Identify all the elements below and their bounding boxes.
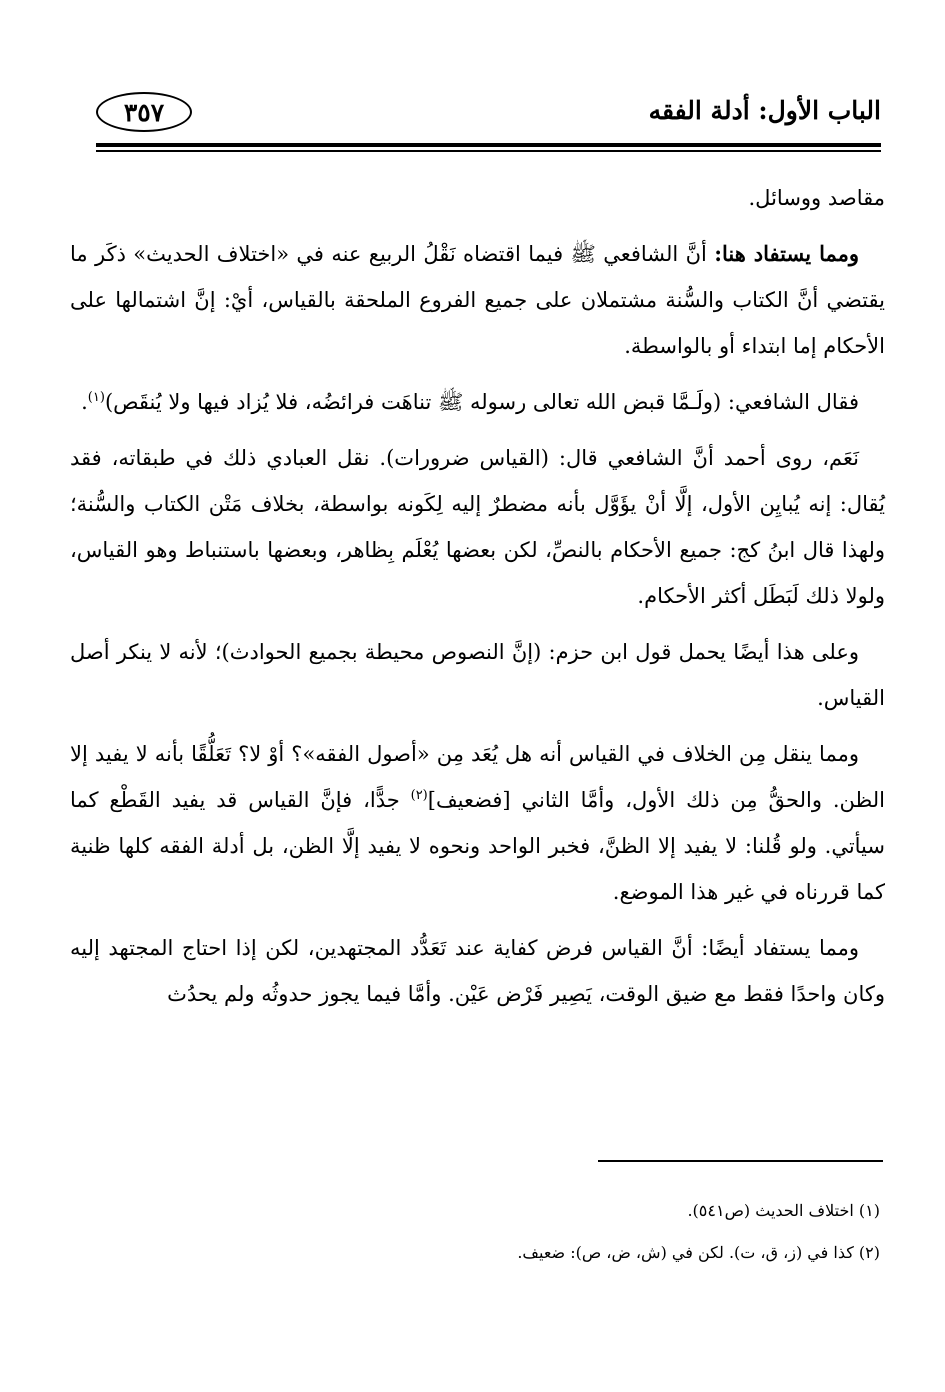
paragraph-text: . [81, 390, 88, 414]
body-text [70, 175, 885, 1027]
paragraph-text: ومما يستفاد أيضًا: أنَّ القياس فرض كفاية عند تَعَدُّد المجتهدين، لكن إذا احتاج المجتهد إليه وكان واحدًا فقط مع ضيق الوقت، يَصِير فَرْض عَيْن. وأمَّا فيما يجوز حدوثُه ولم يحدُث [70, 936, 885, 1006]
footnote-ref-1[interactable]: (١) [87, 390, 105, 405]
footnote-1: (١) اختلاف الحديث (ص٥٤١). [687, 1201, 880, 1220]
header-rule-thin [96, 150, 881, 152]
footnote-divider [598, 1160, 883, 1162]
running-head: الباب الأول: أدلة الفقه [648, 96, 881, 125]
paragraph [70, 731, 885, 915]
paragraph [70, 629, 885, 721]
paragraph-text: فقال الشافعي: (ولَـمَّا قبض الله تعالى رسوله ﷺ تناهَت فرائضُه، فلا يُزاد فيها ولا يُنقَص) [104, 390, 859, 414]
paragraph [70, 925, 885, 1017]
paragraph-continuation [70, 175, 885, 221]
footnote-ref-2[interactable]: (٢) [410, 788, 428, 803]
paragraph [70, 435, 885, 619]
paragraph-text: أنَّ الشافعي ﷺ فيما اقتضاه نَقْلُ الربيع عنه في «اختلاف الحديث» ذكَر ما يقتضي أنَّ الكتاب والسُّنة مشتملان على جميع الفروع الملحقة بالقياس، أيْ: إنَّ اشتمالها على الأحكام إما ابتداء أو بالواسطة. [70, 242, 885, 358]
footnote-2: (٢) كذا في (ز، ق، ت). لكن في (ش، ض، ص): ضعيف. [517, 1243, 880, 1262]
footnotes [90, 1190, 880, 1274]
page-number: ٣٥٧ [96, 92, 192, 132]
page-header [96, 92, 881, 142]
paragraph [70, 231, 885, 369]
paragraph-text: وعلى هذا أيضًا يحمل قول ابن حزم: (إنَّ النصوص محيطة بجميع الحوادث)؛ لأنه لا ينكر أصل القياس. [70, 640, 885, 710]
paragraph-text: جدًّا، فإنَّ القياس قد يفيد القَطْع كما سيأتي. ولو قُلنا: لا يفيد إلا الظنَّ، فخبر الواحد ونحوه لا يفيد إلَّا الظن، بل أدلة الفقه كلها ظنية كما قررناه في غير هذا الموضع. [70, 788, 885, 904]
paragraph-text: مقاصد ووسائل. [748, 186, 885, 210]
paragraph-text: ومما ينقل مِن الخلاف في القياس أنه هل يُعَد مِن «أصول الفقه»؟ أوْ لا؟ تَعَلُّقًا بأنه لا يفيد إلا الظن. والحقُّ مِن ذلك الأول، وأمَّا الثاني [فضعيف] [70, 742, 885, 812]
header-rule-thick [96, 143, 881, 147]
paragraph [70, 379, 885, 425]
paragraph-text: نَعَم، روى أحمد أنَّ الشافعي قال: (القياس ضرورات). نقل العبادي ذلك في طبقاته، فقد يُقال: إنه يُبايِن الأول، إلَّا أنْ يؤَوَّل بأنه مضطرٌ إليه لِكَونه بواسطة، بخلاف مَتْن الكتاب والسُّنة؛ ولهذا قال ابنُ كج: جميع الأحكام بالنصِّ، لكن بعضها يُعْلَم بِظاهر، وبعضها باستنباط وهو القياس، ولولا ذلك لَبَطَل أكثر الأحكام. [70, 446, 885, 608]
paragraph-lead: ومما يستفاد هنا: [714, 241, 859, 266]
